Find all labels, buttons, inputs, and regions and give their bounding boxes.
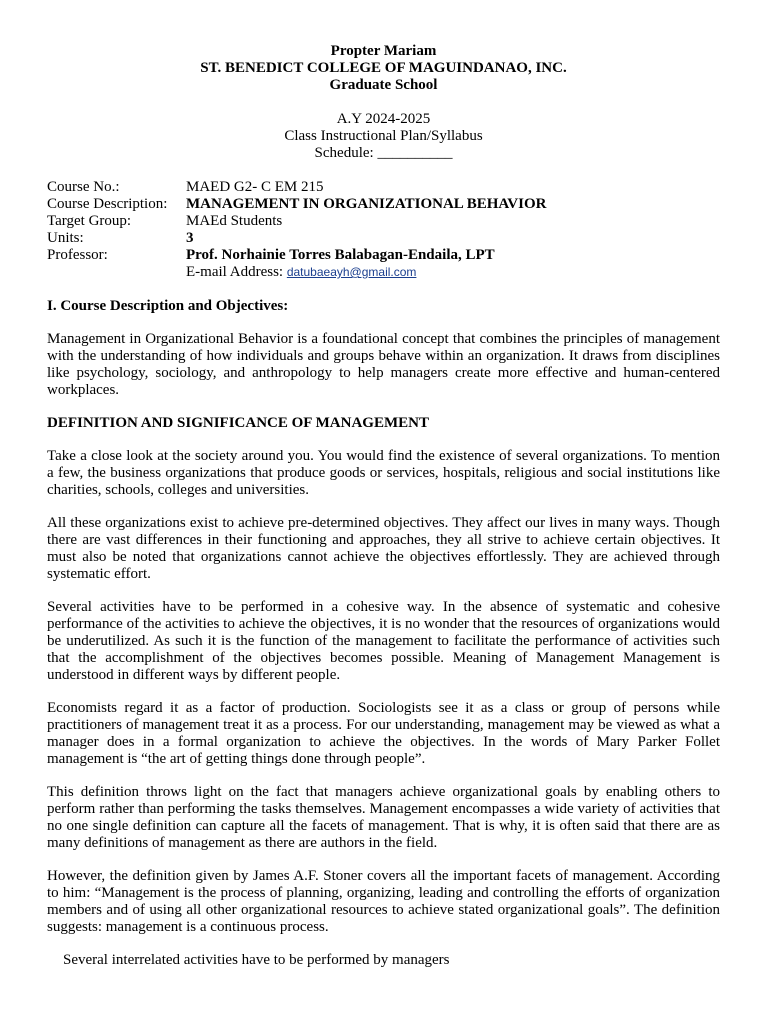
academic-year: A.Y 2024-2025 [336,111,431,127]
header-motto: Propter Mariam [330,43,437,59]
plan-title: Class Instructional Plan/Syllabus [284,128,483,144]
units-label: Units: [47,230,84,246]
paragraph-2: All these organizations exist to achieve pre-determined objectives. They affect our lives in many ways. Though there are vast differences in their functioning and approaches, they all strive to achieve certain objectives. It must also be noted that organizations cannot achieve the objectives effortlessly. They are achieved through systematic effort. [47,515,720,582]
email-link[interactable]: datubaeayh@gmail.com [286,265,417,279]
section-heading-definition: DEFINITION AND SIGNIFICANCE OF MANAGEMENT [47,415,429,431]
paragraph-7: Several interrelated activities have to be performed by managers [63,952,450,968]
schedule-line: Schedule: __________ [314,145,453,161]
paragraph-5: This definition throws light on the fact that managers achieve organizational goals by enabling others to perform rather than performing the tasks themselves. Management encompasses a wide variety of activities that no one single definition can capture all the facets of management. That is why, it is often said that there are as many definitions of management as there are authors in the field. [47,784,720,851]
paragraph-3: Several activities have to be performed in a cohesive way. In the absence of systematic and cohesive performance of the activities to achieve the objectives, it is no wonder that the resources of organizations would be underutilized. As such it is the function of the management to facilitate the performance of activities such that the accomplishment of the objectives becomes possible. Meaning of Management Management is understood in different ways by different people. [47,599,720,683]
paragraph-6: However, the definition given by James A.F. Stoner covers all the important facets of management. According to him: “Management is the process of planning, organizing, leading and controlling the efforts of organization members and of using all other organizational resources to achieve stated organizational goals”. The definition suggests: management is a continuous process. [47,868,720,935]
header-department: Graduate School [329,77,438,93]
professor-label: Professor: [47,247,108,263]
course-description-value: MANAGEMENT IN ORGANIZATIONAL BEHAVIOR [186,196,547,212]
course-description-paragraph: Management in Organizational Behavior is a foundational concept that combines the principles of management with the understanding of how individuals and groups behave within an organization. It draws from disciplines like psychology, sociology, and anthropology to help managers create more effective and human-centered workplaces. [47,331,720,398]
course-no-label: Course No.: [47,179,120,195]
course-description-label: Course Description: [47,196,168,212]
section-heading-course-description: I. Course Description and Objectives: [47,298,289,314]
course-no-value: MAED G2- C EM 215 [186,179,324,195]
email-row [186,264,720,281]
units-value: 3 [186,230,194,246]
target-group-value: MAEd Students [186,213,283,229]
target-group-label: Target Group: [47,213,132,229]
professor-value: Prof. Norhainie Torres Balabagan-Endaila, LPT [186,247,495,263]
email-label: E-mail Address: [186,264,284,280]
course-info-table [47,179,720,281]
paragraph-4: Economists regard it as a factor of production. Sociologists see it as a class or group of persons while practitioners of management treat it as a process. For our understanding, management may be viewed as what a manager does in a formal organization to achieve the objectives. In the words of Mary Parker Follet management is “the art of getting things done through people”. [47,700,720,767]
document-page [47,43,720,985]
paragraph-1: Take a close look at the society around you. You would find the existence of several organizations. To mention a few, the business organizations that produce goods or services, hospitals, religious and social institutions like charities, schools, colleges and universities. [47,448,720,498]
header-school-name: ST. BENEDICT COLLEGE OF MAGUINDANAO, INC. [200,60,567,76]
